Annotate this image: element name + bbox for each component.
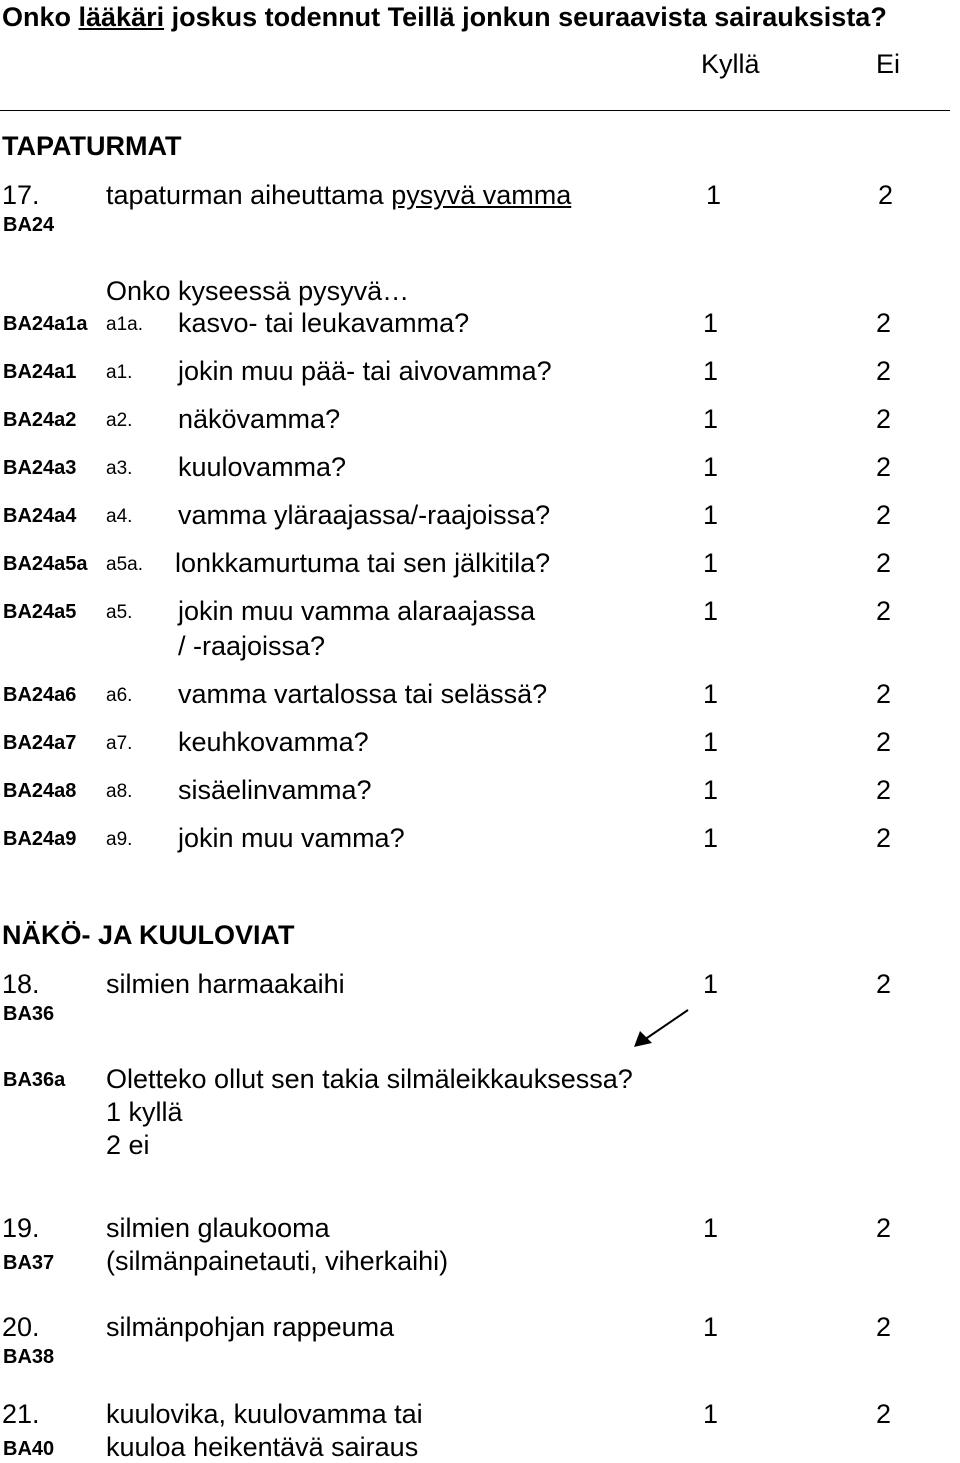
answer-yes-option[interactable]: 1 xyxy=(703,404,719,434)
title-underlined-word: lääkäri xyxy=(78,2,165,32)
variable-code: BA24a7 xyxy=(3,732,77,754)
variable-code: BA36a xyxy=(3,1069,66,1091)
question-text: tapaturman aiheuttama pysyvä vamma xyxy=(106,180,572,210)
subquestion-heading: Onko kyseessä pysyvä… xyxy=(106,276,410,306)
answer-no-option[interactable]: 2 xyxy=(876,1399,892,1429)
answer-yes-option[interactable]: 1 xyxy=(703,727,719,757)
answer-no-option[interactable]: 2 xyxy=(876,823,892,853)
variable-code: BA24a1 xyxy=(3,361,77,383)
subquestion-label: a7. xyxy=(106,733,133,754)
question-number: 17. xyxy=(2,180,40,210)
subquestion-text: jokin muu vamma alaraajassa xyxy=(178,596,536,626)
column-header-yes: Kyllä xyxy=(701,49,760,79)
answer-option-no[interactable]: 2 ei xyxy=(106,1130,150,1160)
subquestion-label: a1. xyxy=(106,362,133,383)
answer-no-option[interactable]: 2 xyxy=(876,356,892,386)
subquestion-text: keuhkovamma? xyxy=(178,727,369,757)
subquestion-text: sisäelinvamma? xyxy=(178,775,372,805)
variable-code: BA40 xyxy=(3,1438,55,1460)
variable-code: BA36 xyxy=(3,1003,55,1025)
variable-code: BA24a2 xyxy=(3,409,77,431)
question-text-continued: (silmänpainetauti, viherkaihi) xyxy=(106,1246,449,1276)
answer-yes-option[interactable]: 1 xyxy=(703,500,719,530)
follow-up-arrow-icon xyxy=(628,1006,692,1050)
answer-yes-option[interactable]: 1 xyxy=(703,969,719,999)
variable-code: BA38 xyxy=(3,1346,55,1368)
section-heading-vision-hearing: NÄKÖ- JA KUULOVIAT xyxy=(2,920,295,950)
subquestion-label: a2. xyxy=(106,410,133,431)
question-text: silmien glaukooma xyxy=(106,1213,330,1243)
answer-yes-option[interactable]: 1 xyxy=(703,356,719,386)
answer-no-option[interactable]: 2 xyxy=(876,308,892,338)
subquestion-label: a1a. xyxy=(106,314,143,335)
subquestion-label: a5a. xyxy=(106,554,143,575)
answer-no-option[interactable]: 2 xyxy=(876,1312,892,1342)
answer-no-option[interactable]: 2 xyxy=(876,679,892,709)
question-number: 20. xyxy=(2,1312,40,1342)
subquestion-text: kuulovamma? xyxy=(178,452,347,482)
subquestion-text: kasvo- tai leukavamma? xyxy=(178,308,470,338)
subquestion-label: a5. xyxy=(106,602,133,623)
subquestion-text: näkövamma? xyxy=(178,404,341,434)
subquestion-label: a4. xyxy=(106,506,133,527)
variable-code: BA24a9 xyxy=(3,828,77,850)
variable-code: BA24a5a xyxy=(3,553,88,575)
answer-yes-option[interactable]: 1 xyxy=(703,823,719,853)
answer-yes-option[interactable]: 1 xyxy=(703,452,719,482)
answer-yes-option[interactable]: 1 xyxy=(703,679,719,709)
subquestion-label: a3. xyxy=(106,458,133,479)
answer-yes-option[interactable]: 1 xyxy=(703,548,719,578)
subquestion-text: vamma yläraajassa/-raajoissa? xyxy=(178,500,551,530)
question-underlined-phrase: pysyvä vamma xyxy=(391,180,572,210)
answer-no-option[interactable]: 2 xyxy=(876,727,892,757)
variable-code: BA24a4 xyxy=(3,505,77,527)
question-text: silmänpohjan rappeuma xyxy=(106,1312,395,1342)
variable-code: BA24a5 xyxy=(3,601,77,623)
answer-no-option[interactable]: 2 xyxy=(876,596,892,626)
answer-option-yes[interactable]: 1 kyllä xyxy=(106,1097,183,1127)
answer-no-option[interactable]: 2 xyxy=(876,548,892,578)
answer-no-option[interactable]: 2 xyxy=(876,500,892,530)
question-number: 18. xyxy=(2,969,40,999)
answer-yes-option[interactable]: 1 xyxy=(703,775,719,805)
answer-no-option[interactable]: 2 xyxy=(876,775,892,805)
question-text: kuulovika, kuulovamma tai xyxy=(106,1399,423,1429)
question-number: 21. xyxy=(2,1399,40,1429)
answer-no-option[interactable]: 2 xyxy=(876,1213,892,1243)
subquestion-text: jokin muu vamma? xyxy=(178,823,405,853)
subquestion-label: a6. xyxy=(106,685,133,706)
header-divider xyxy=(0,110,950,111)
subquestion-label: a8. xyxy=(106,781,133,802)
answer-no-option[interactable]: 2 xyxy=(876,969,892,999)
answer-yes-option[interactable]: 1 xyxy=(703,1399,719,1429)
subquestion-label: a9. xyxy=(106,829,133,850)
variable-code: BA24a3 xyxy=(3,457,77,479)
answer-no-option[interactable]: 2 xyxy=(876,404,892,434)
variable-code: BA24 xyxy=(3,214,55,236)
variable-code: BA24a1a xyxy=(3,313,88,335)
follow-up-question-text: Oletteko ollut sen takia silmäleikkauksessa? xyxy=(106,1064,633,1094)
subquestion-text-continued: / -raajoissa? xyxy=(178,631,326,661)
answer-yes-option[interactable]: 1 xyxy=(706,180,722,210)
answer-yes-option[interactable]: 1 xyxy=(703,596,719,626)
question-number: 19. xyxy=(2,1213,40,1243)
answer-no-option[interactable]: 2 xyxy=(876,452,892,482)
answer-yes-option[interactable]: 1 xyxy=(703,1213,719,1243)
answer-yes-option[interactable]: 1 xyxy=(703,1312,719,1342)
question-text: silmien harmaakaihi xyxy=(106,969,345,999)
variable-code: BA24a8 xyxy=(3,780,77,802)
subquestion-text: vamma vartalossa tai selässä? xyxy=(178,679,548,709)
variable-code: BA37 xyxy=(3,1252,55,1274)
page-title: Onko lääkäri joskus todennut Teillä jonkun seuraavista sairauksista? xyxy=(2,2,887,32)
subquestion-text: jokin muu pää- tai aivovamma? xyxy=(178,356,552,386)
question-text-continued: kuuloa heikentävä sairaus xyxy=(106,1432,419,1462)
answer-yes-option[interactable]: 1 xyxy=(703,308,719,338)
column-header-no: Ei xyxy=(876,49,901,79)
variable-code: BA24a6 xyxy=(3,684,77,706)
section-heading-accidents: TAPATURMAT xyxy=(2,131,182,161)
answer-no-option[interactable]: 2 xyxy=(878,180,894,210)
subquestion-text: lonkkamurtuma tai sen jälkitila? xyxy=(175,548,551,578)
